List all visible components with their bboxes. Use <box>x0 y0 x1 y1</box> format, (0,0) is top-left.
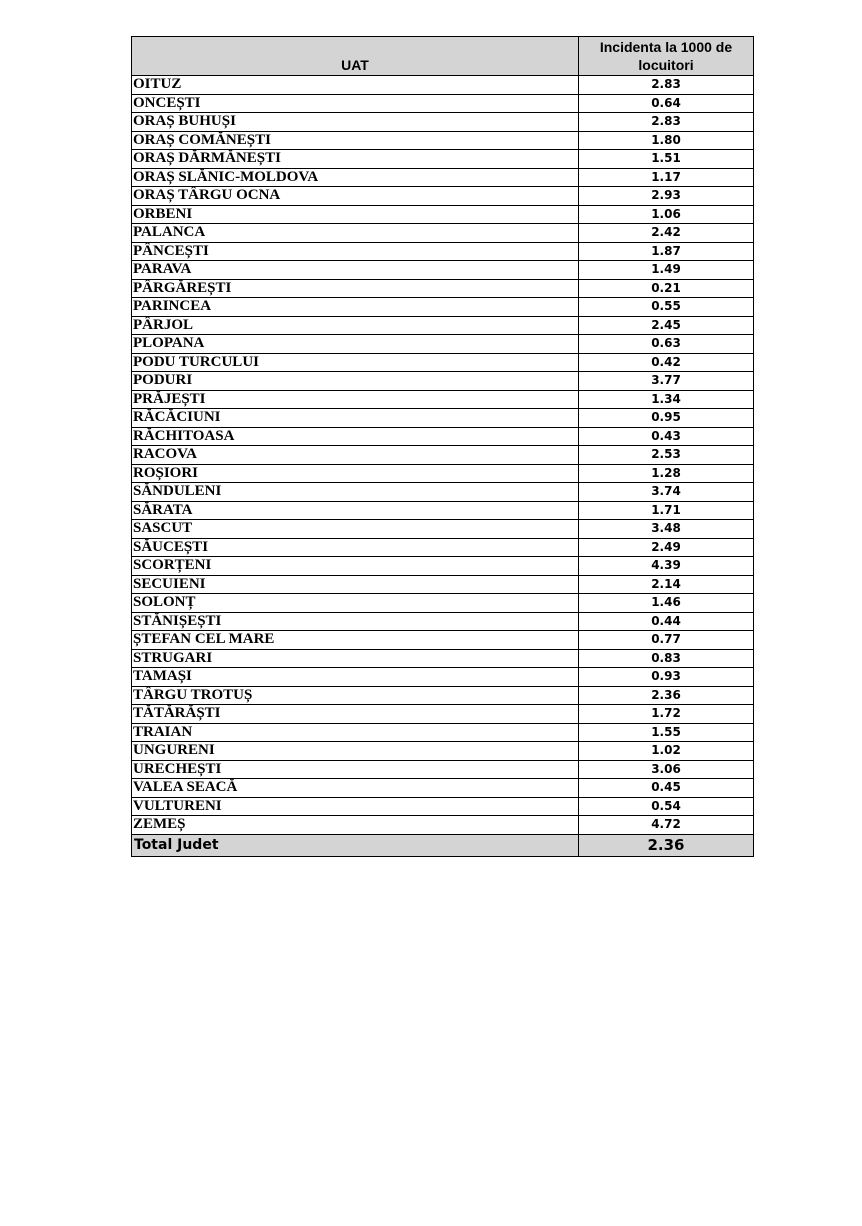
table-row <box>132 538 754 557</box>
incidence-table <box>131 36 754 857</box>
incidence-value-cell: 0.63 <box>579 335 754 354</box>
incidence-value-cell: 4.72 <box>579 816 754 835</box>
table-body <box>132 76 754 835</box>
incidence-value-cell: 2.53 <box>579 446 754 465</box>
table-row <box>132 557 754 576</box>
incidence-value-cell: 2.83 <box>579 76 754 95</box>
uat-name-cell: SĂNDULENI <box>132 483 579 502</box>
table-row <box>132 353 754 372</box>
uat-name-cell: RĂCĂCIUNI <box>132 409 579 428</box>
table-row <box>132 668 754 687</box>
uat-name-cell: ORAȘ TÂRGU OCNA <box>132 187 579 206</box>
uat-name-cell: PODURI <box>132 372 579 391</box>
table-row <box>132 649 754 668</box>
uat-name-cell: ROȘIORI <box>132 464 579 483</box>
uat-name-cell: VALEA SEACĂ <box>132 779 579 798</box>
table-row <box>132 390 754 409</box>
table-row <box>132 779 754 798</box>
uat-name-cell: TAMAȘI <box>132 668 579 687</box>
uat-name-cell: VULTURENI <box>132 797 579 816</box>
uat-name-cell: SOLONȚ <box>132 594 579 613</box>
table-row <box>132 723 754 742</box>
table-footer <box>132 834 754 856</box>
incidence-value-cell: 3.77 <box>579 372 754 391</box>
incidence-value-cell: 2.93 <box>579 187 754 206</box>
uat-name-cell: PALANCA <box>132 224 579 243</box>
uat-name-cell: ORAȘ DĂRMĂNEȘTI <box>132 150 579 169</box>
incidence-value-cell: 1.80 <box>579 131 754 150</box>
incidence-value-cell: 0.95 <box>579 409 754 428</box>
table-row <box>132 335 754 354</box>
incidence-value-cell: 1.28 <box>579 464 754 483</box>
table-row <box>132 298 754 317</box>
uat-name-cell: ORAȘ BUHUȘI <box>132 113 579 132</box>
incidence-value-cell: 1.71 <box>579 501 754 520</box>
table-row <box>132 187 754 206</box>
uat-name-cell: TÂRGU TROTUȘ <box>132 686 579 705</box>
incidence-value-cell: 2.45 <box>579 316 754 335</box>
table-row <box>132 464 754 483</box>
uat-name-cell: OITUZ <box>132 76 579 95</box>
incidence-value-cell: 0.55 <box>579 298 754 317</box>
incidence-value-cell: 0.64 <box>579 94 754 113</box>
table-row <box>132 612 754 631</box>
uat-name-cell: URECHEȘTI <box>132 760 579 779</box>
incidence-value-cell: 2.42 <box>579 224 754 243</box>
uat-name-cell: ORAȘ SLĂNIC-MOLDOVA <box>132 168 579 187</box>
incidence-value-cell: 0.42 <box>579 353 754 372</box>
incidence-value-cell: 0.45 <box>579 779 754 798</box>
table-row <box>132 409 754 428</box>
uat-name-cell: PÂNCEȘTI <box>132 242 579 261</box>
uat-name-cell: UNGURENI <box>132 742 579 761</box>
uat-name-cell: PRĂJEȘTI <box>132 390 579 409</box>
incidence-value-cell: 1.46 <box>579 594 754 613</box>
incidence-value-cell: 1.17 <box>579 168 754 187</box>
table-row <box>132 631 754 650</box>
table-row <box>132 94 754 113</box>
uat-name-cell: PLOPANA <box>132 335 579 354</box>
uat-name-cell: RĂCHITOASA <box>132 427 579 446</box>
uat-column-header: UAT <box>132 37 579 76</box>
table-row <box>132 483 754 502</box>
uat-name-cell: STRUGARI <box>132 649 579 668</box>
table-row <box>132 168 754 187</box>
table-row <box>132 242 754 261</box>
table-row <box>132 316 754 335</box>
uat-name-cell: SĂRATA <box>132 501 579 520</box>
table-row <box>132 575 754 594</box>
table-row <box>132 742 754 761</box>
table-row <box>132 705 754 724</box>
incidence-value-cell: 0.21 <box>579 279 754 298</box>
table-row <box>132 224 754 243</box>
incidence-value-cell: 1.55 <box>579 723 754 742</box>
uat-name-cell: PÂRJOL <box>132 316 579 335</box>
table-row <box>132 279 754 298</box>
uat-name-cell: RACOVA <box>132 446 579 465</box>
incidence-value-cell: 0.43 <box>579 427 754 446</box>
uat-name-cell: SASCUT <box>132 520 579 539</box>
table-row <box>132 816 754 835</box>
uat-name-cell: SĂUCEȘTI <box>132 538 579 557</box>
table-row <box>132 427 754 446</box>
incidence-value-cell: 0.83 <box>579 649 754 668</box>
uat-name-cell: ONCEȘTI <box>132 94 579 113</box>
incidence-value-cell: 1.51 <box>579 150 754 169</box>
incidence-value-cell: 0.54 <box>579 797 754 816</box>
table-row <box>132 131 754 150</box>
table-header <box>132 37 754 76</box>
table-row <box>132 446 754 465</box>
table-row <box>132 76 754 95</box>
incidence-value-cell: 0.44 <box>579 612 754 631</box>
uat-name-cell: ZEMEȘ <box>132 816 579 835</box>
incidence-value-cell: 2.83 <box>579 113 754 132</box>
uat-name-cell: PODU TURCULUI <box>132 353 579 372</box>
total-value: 2.36 <box>579 834 754 856</box>
table-row <box>132 261 754 280</box>
uat-name-cell: SCORȚENI <box>132 557 579 576</box>
table-row <box>132 760 754 779</box>
incidence-column-header: Incidenta la 1000 de locuitori <box>579 37 754 76</box>
table-row <box>132 205 754 224</box>
uat-name-cell: TRAIAN <box>132 723 579 742</box>
incidence-table-container <box>131 36 753 857</box>
uat-name-cell: ORBENI <box>132 205 579 224</box>
uat-name-cell: ȘTEFAN CEL MARE <box>132 631 579 650</box>
incidence-value-cell: 0.93 <box>579 668 754 687</box>
uat-name-cell: TĂTĂRĂȘTI <box>132 705 579 724</box>
table-row <box>132 113 754 132</box>
incidence-value-cell: 3.74 <box>579 483 754 502</box>
incidence-value-cell: 2.49 <box>579 538 754 557</box>
table-row <box>132 150 754 169</box>
uat-name-cell: PARAVA <box>132 261 579 280</box>
incidence-value-cell: 1.06 <box>579 205 754 224</box>
total-label: Total Judet <box>132 834 579 856</box>
header-row <box>132 37 754 76</box>
incidence-value-cell: 3.48 <box>579 520 754 539</box>
table-row <box>132 520 754 539</box>
table-row <box>132 594 754 613</box>
uat-name-cell: STĂNIȘEȘTI <box>132 612 579 631</box>
incidence-value-cell: 0.77 <box>579 631 754 650</box>
incidence-value-cell: 1.49 <box>579 261 754 280</box>
total-row <box>132 834 754 856</box>
table-row <box>132 797 754 816</box>
table-row <box>132 372 754 391</box>
incidence-value-cell: 2.36 <box>579 686 754 705</box>
incidence-value-cell: 1.72 <box>579 705 754 724</box>
incidence-value-cell: 1.02 <box>579 742 754 761</box>
incidence-value-cell: 1.34 <box>579 390 754 409</box>
uat-name-cell: ORAȘ COMĂNEȘTI <box>132 131 579 150</box>
incidence-value-cell: 1.87 <box>579 242 754 261</box>
incidence-value-cell: 2.14 <box>579 575 754 594</box>
incidence-value-cell: 4.39 <box>579 557 754 576</box>
uat-name-cell: SECUIENI <box>132 575 579 594</box>
table-row <box>132 686 754 705</box>
incidence-value-cell: 3.06 <box>579 760 754 779</box>
uat-name-cell: PARINCEA <box>132 298 579 317</box>
uat-name-cell: PÂRGĂREȘTI <box>132 279 579 298</box>
table-row <box>132 501 754 520</box>
